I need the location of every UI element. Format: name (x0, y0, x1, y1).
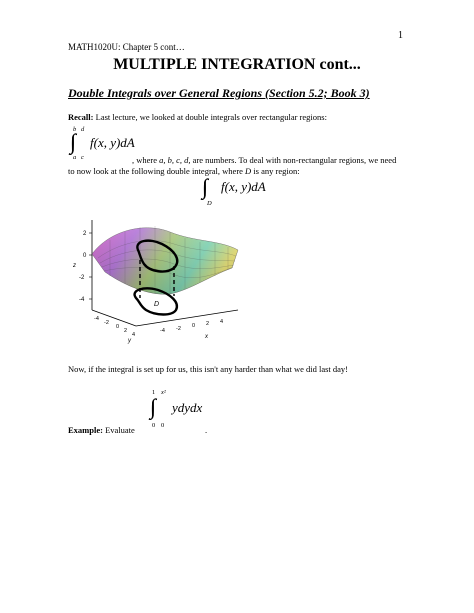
integrand-region: f(x, y)dA (221, 179, 266, 194)
region-lower-limit: D (207, 200, 212, 207)
course-line: MATH1020U: Chapter 5 cont… (68, 42, 185, 52)
x-axis-label: x (205, 334, 208, 340)
recall-label: Recall: (68, 112, 94, 122)
z-tick-2: 2 (83, 231, 87, 237)
example-inner-upper: x² (161, 389, 166, 396)
integrand-rect: f(x, y)dA (90, 135, 135, 150)
region-d-label: D (154, 301, 160, 308)
recall-continuation: , where a, b, c, d, are numbers. To deal with non-rectangular regions, we need to now look at the following double integral, where D is any region: (68, 155, 397, 176)
upper-limit-b: b (73, 126, 77, 133)
example-outer-lower: 0 (152, 422, 156, 429)
x-tick-4: 4 (220, 319, 224, 325)
y-axis-label: y (128, 338, 131, 344)
example-label: Example: (68, 425, 103, 435)
example-outer-upper: 1 (152, 389, 156, 396)
lower-limit-a: a (73, 154, 77, 161)
example-line (68, 425, 135, 435)
y-tick-2: 2 (124, 328, 128, 334)
y-tick-0: 0 (116, 324, 120, 330)
y-tick-4: 4 (132, 332, 136, 338)
z-tick-neg4: -4 (79, 297, 85, 303)
example-text: Evaluate (105, 425, 135, 435)
x-tick-2: 2 (206, 321, 210, 327)
region-integral (202, 175, 312, 211)
x-tick-0: 0 (192, 323, 196, 329)
upper-limit-d: d (81, 126, 85, 133)
recall-paragraph (68, 112, 408, 123)
now-text: Now, if the integral is set up for us, this isn't any harder than what we did last day! (68, 364, 349, 374)
x-tick-neg2: -2 (176, 326, 181, 332)
page-title: MULTIPLE INTEGRATION cont... (113, 56, 361, 73)
example-integral (150, 389, 240, 433)
section-title: Double Integrals over General Regions (Section 5.2; Book 3) (68, 86, 370, 100)
example-end-dot: . (205, 425, 208, 435)
lower-limit-c: c (81, 154, 84, 161)
z-axis-label: z (73, 263, 76, 269)
surface-figure (70, 210, 250, 345)
y-tick-neg2: -2 (104, 320, 109, 326)
example-integrand: ydydx (172, 400, 203, 415)
recall-text: Last lecture, we looked at double integrals over rectangular regions: (95, 112, 327, 122)
x-tick-neg4: -4 (160, 328, 165, 334)
page-number: 1 (398, 30, 403, 41)
z-tick-neg2: -2 (79, 275, 85, 281)
y-tick-neg4: -4 (94, 316, 99, 322)
z-tick-0: 0 (83, 253, 87, 259)
example-inner-lower: 0 (161, 422, 165, 429)
